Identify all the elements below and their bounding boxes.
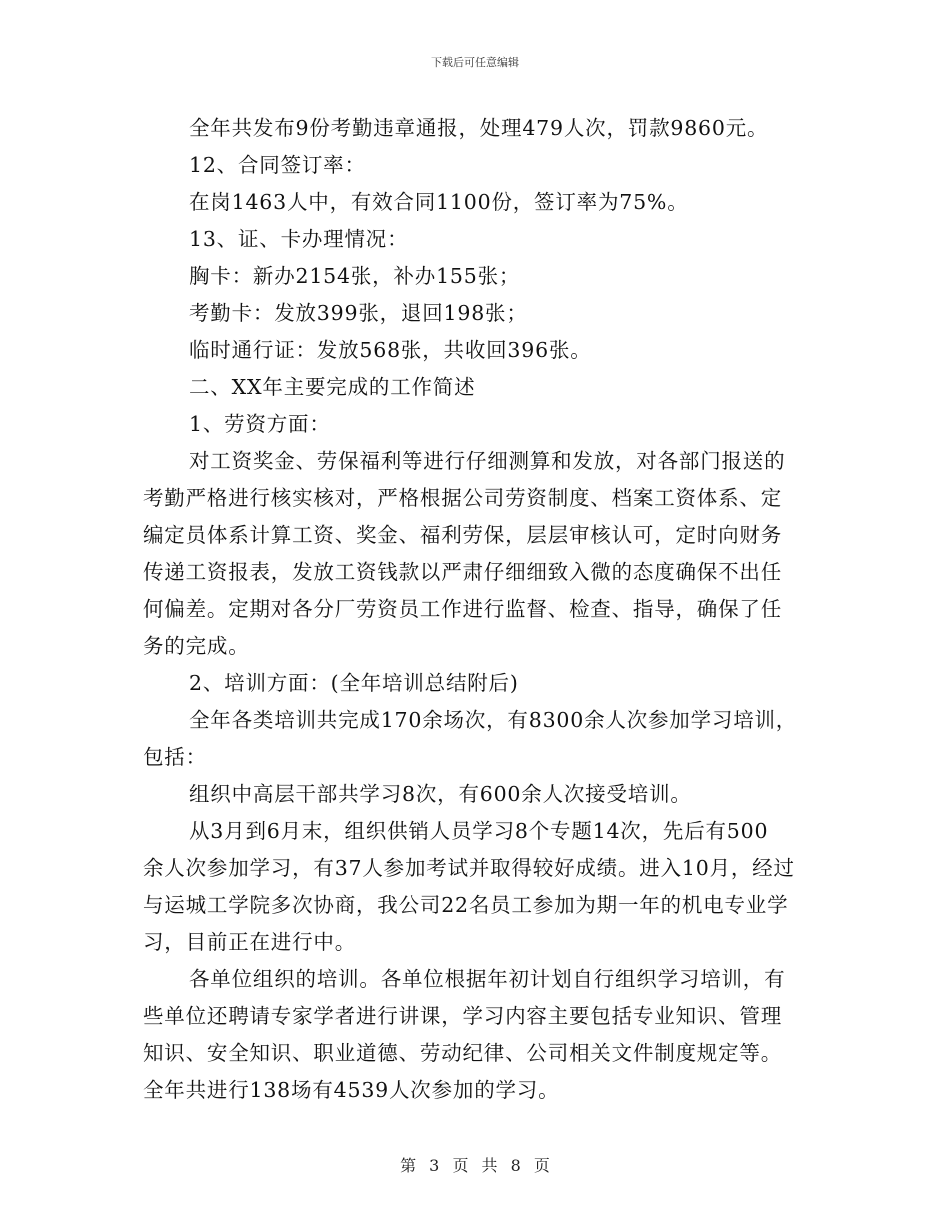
chapter-heading: 二、XX年主要完成的工作简述 [189,375,476,399]
paragraph-line: 传递工资报表，发放工资钱款以严肃仔细细致入微的态度确保不出任 [143,560,782,584]
paragraph-line: 考勤卡：发放399张，退回198张； [189,301,528,325]
paragraph-line: 何偏差。定期对各分厂劳资员工作进行监督、检查、指导，确保了任 [143,597,782,621]
paragraph-line: 从3月到6月末，组织供销人员学习8个专题14次，先后有500 [189,819,769,843]
paragraph-line: 务的完成。 [143,634,250,658]
paragraph-line: 些单位还聘请专家学者进行讲课，学习内容主要包括专业知识、管理 [143,1004,782,1028]
paragraph-line: 包括： [143,745,207,769]
paragraph-line: 各单位组织的培训。各单位根据年初计划自行组织学习培训，有 [189,967,786,991]
page-footer: 第 3 页 共 8 页 [400,1156,550,1175]
section-heading: 12、合同签订率： [189,153,366,177]
paragraph-line: 胸卡：新办2154张，补办155张； [189,264,521,288]
paragraph-line: 全年共发布9份考勤违章通报，处理479人次，罚款9860元。 [189,116,769,140]
page-header: 下载后可任意编辑 [431,56,519,69]
paragraph-line: 余人次参加学习，有37人参加考试并取得较好成绩。进入10月，经过 [143,856,795,880]
paragraph-line: 知识、安全知识、职业道德、劳动纪律、公司相关文件制度规定等。 [143,1041,782,1065]
paragraph-line: 习，目前正在进行中。 [143,930,356,954]
paragraph-line: 全年各类培训共完成170余场次，有8300余人次参加学习培训， [189,708,798,732]
paragraph-line: 全年共进行138场有4539人次参加的学习。 [143,1078,560,1102]
paragraph-line: 考勤严格进行核实核对，严格根据公司劳资制度、档案工资体系、定 [143,486,782,510]
section-heading: 2、培训方面：(全年培训总结附后) [189,671,519,695]
document-body [143,110,808,1109]
paragraph-line: 编定员体系计算工资、奖金、福利劳保，层层审核认可，定时向财务 [143,523,782,547]
paragraph-line: 对工资奖金、劳保福利等进行仔细测算和发放，对各部门报送的 [189,449,786,473]
section-heading: 1、劳资方面： [189,412,331,436]
paragraph-line: 组织中高层干部共学习8次，有600余人次接受培训。 [189,782,692,806]
paragraph-line: 与运城工学院多次协商，我公司22名员工参加为期一年的机电专业学 [143,893,789,917]
paragraph-line: 在岗1463人中，有效合同1100份，签订率为75%。 [189,190,689,214]
section-heading: 13、证、卡办理情况： [189,227,409,251]
paragraph-line: 临时通行证：发放568张，共收回396张。 [189,338,592,362]
